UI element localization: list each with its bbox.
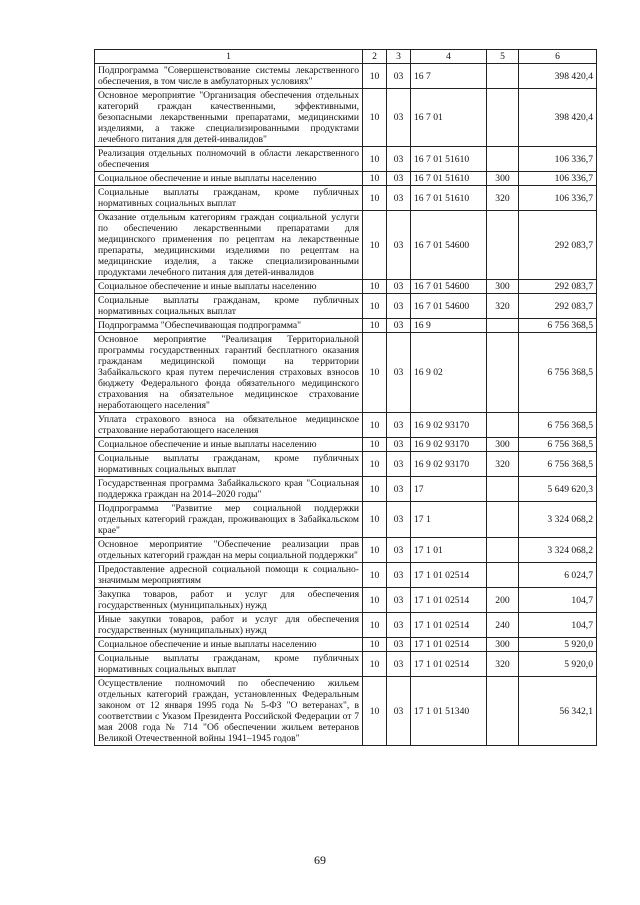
- amount-cell: 104,7: [519, 588, 597, 613]
- section-code-cell: 10: [363, 333, 387, 413]
- row-name-cell: Основное мероприятие "Обеспечение реализации прав отдельных категорий граждан на меры социальной поддержки": [95, 538, 363, 563]
- column-header: 6: [519, 50, 597, 64]
- section-code-cell: 10: [363, 438, 387, 452]
- expense-type-cell: 300: [487, 638, 519, 652]
- expense-type-cell: [487, 89, 519, 147]
- table-header-row: [95, 50, 597, 64]
- section-code-cell: 10: [363, 588, 387, 613]
- amount-cell: 6 756 368,5: [519, 319, 597, 333]
- amount-cell: 106 336,7: [519, 186, 597, 211]
- amount-cell: 5 920,0: [519, 652, 597, 677]
- subsection-code-cell: 03: [387, 452, 411, 477]
- subsection-code-cell: 03: [387, 413, 411, 438]
- subsection-code-cell: 03: [387, 319, 411, 333]
- table-row: [95, 333, 597, 413]
- section-code-cell: 10: [363, 652, 387, 677]
- amount-cell: 5 649 620,3: [519, 477, 597, 502]
- section-code-cell: 10: [363, 294, 387, 319]
- table-row: [95, 413, 597, 438]
- expense-type-cell: [487, 211, 519, 280]
- table-row: [95, 477, 597, 502]
- table-row: [95, 89, 597, 147]
- table-row: [95, 613, 597, 638]
- amount-cell: 5 920,0: [519, 638, 597, 652]
- table-row: [95, 186, 597, 211]
- target-article-cell: 16 7: [411, 64, 487, 89]
- row-name-cell: Уплата страхового взноса на обязательное медицинское страхование неработающего населения: [95, 413, 363, 438]
- section-code-cell: 10: [363, 563, 387, 588]
- section-code-cell: 10: [363, 211, 387, 280]
- section-code-cell: 10: [363, 677, 387, 746]
- target-article-cell: 16 7 01 51610: [411, 186, 487, 211]
- row-name-cell: Основное мероприятие "Реализация Территориальной программы государственных гарантий бесплатного оказания гражданам медицинской помощи на территории Забайкальского края путем перечисления страховых взносов бюджету Федерального фонда обязательного медицинского страхования на обязательное медицинское страхование неработающего населения": [95, 333, 363, 413]
- expense-type-cell: [487, 677, 519, 746]
- target-article-cell: 16 7 01 51610: [411, 172, 487, 186]
- budget-table: [94, 49, 597, 746]
- row-name-cell: Социальные выплаты гражданам, кроме публичных нормативных социальных выплат: [95, 294, 363, 319]
- amount-cell: 398 420,4: [519, 89, 597, 147]
- row-name-cell: Социальные выплаты гражданам, кроме публичных нормативных социальных выплат: [95, 452, 363, 477]
- row-name-cell: Предоставление адресной социальной помощи к социально-значимым мероприятиям: [95, 563, 363, 588]
- amount-cell: 292 083,7: [519, 294, 597, 319]
- table-row: [95, 211, 597, 280]
- row-name-cell: Осуществление полномочий по обеспечению жильем отдельных категорий граждан, установленных Федеральным законом от 12 января 1995 года № 5-ФЗ "О ветеранах", в соответствии с Указом Президента Российской Федерации от 7 мая 2008 года № 714 "Об обеспечении жильем ветеранов Великой Отечественной войны 1941–1945 годов": [95, 677, 363, 746]
- expense-type-cell: 300: [487, 172, 519, 186]
- table-row: [95, 502, 597, 538]
- subsection-code-cell: 03: [387, 677, 411, 746]
- expense-type-cell: [487, 64, 519, 89]
- row-name-cell: Социальные выплаты гражданам, кроме публичных нормативных социальных выплат: [95, 652, 363, 677]
- section-code-cell: 10: [363, 477, 387, 502]
- expense-type-cell: [487, 333, 519, 413]
- expense-type-cell: 240: [487, 613, 519, 638]
- row-name-cell: Социальное обеспечение и иные выплаты населению: [95, 438, 363, 452]
- expense-type-cell: [487, 319, 519, 333]
- expense-type-cell: 320: [487, 652, 519, 677]
- expense-type-cell: 320: [487, 186, 519, 211]
- target-article-cell: 16 9 02 93170: [411, 413, 487, 438]
- table-row: [95, 588, 597, 613]
- row-name-cell: Иные закупки товаров, работ и услуг для обеспечения государственных (муниципальных) нужд: [95, 613, 363, 638]
- target-article-cell: 17 1 01 51340: [411, 677, 487, 746]
- subsection-code-cell: 03: [387, 211, 411, 280]
- target-article-cell: 16 7 01: [411, 89, 487, 147]
- row-name-cell: Реализация отдельных полномочий в области лекарственного обеспечения: [95, 147, 363, 172]
- subsection-code-cell: 03: [387, 638, 411, 652]
- row-name-cell: Подпрограмма "Совершенствование системы лекарственного обеспечения, в том числе в амбулаторных условиях": [95, 64, 363, 89]
- table-row: [95, 280, 597, 294]
- amount-cell: 6 756 368,5: [519, 333, 597, 413]
- subsection-code-cell: 03: [387, 89, 411, 147]
- table-row: [95, 538, 597, 563]
- target-article-cell: 16 7 01 54600: [411, 294, 487, 319]
- amount-cell: 106 336,7: [519, 172, 597, 186]
- subsection-code-cell: 03: [387, 147, 411, 172]
- section-code-cell: 10: [363, 319, 387, 333]
- subsection-code-cell: 03: [387, 652, 411, 677]
- amount-cell: 104,7: [519, 613, 597, 638]
- expense-type-cell: 300: [487, 438, 519, 452]
- section-code-cell: 10: [363, 280, 387, 294]
- table-row: [95, 438, 597, 452]
- subsection-code-cell: 03: [387, 563, 411, 588]
- section-code-cell: 10: [363, 452, 387, 477]
- row-name-cell: Оказание отдельным категориям граждан социальной услуги по обеспечению лекарственными препаратами для медицинского применения по рецептам на лекарственные препараты, медицинскими изделиями по рецептам на медицинские изделия, а также специализированными продуктами лечебного питания для детей-инвалидов: [95, 211, 363, 280]
- subsection-code-cell: 03: [387, 502, 411, 538]
- column-header: 5: [487, 50, 519, 64]
- column-header: 3: [387, 50, 411, 64]
- amount-cell: 3 324 068,2: [519, 538, 597, 563]
- row-name-cell: Закупка товаров, работ и услуг для обеспечения государственных (муниципальных) нужд: [95, 588, 363, 613]
- target-article-cell: 16 7 01 54600: [411, 280, 487, 294]
- section-code-cell: 10: [363, 413, 387, 438]
- section-code-cell: 10: [363, 638, 387, 652]
- row-name-cell: Социальное обеспечение и иные выплаты населению: [95, 280, 363, 294]
- amount-cell: 6 756 368,5: [519, 438, 597, 452]
- row-name-cell: Социальное обеспечение и иные выплаты населению: [95, 638, 363, 652]
- expense-type-cell: [487, 147, 519, 172]
- row-name-cell: Подпрограмма "Обеспечивающая подпрограмма": [95, 319, 363, 333]
- section-code-cell: 10: [363, 172, 387, 186]
- subsection-code-cell: 03: [387, 588, 411, 613]
- row-name-cell: Государственная программа Забайкальского края "Социальная поддержка граждан на 2014–2020 годы": [95, 477, 363, 502]
- column-header: 2: [363, 50, 387, 64]
- expense-type-cell: [487, 563, 519, 588]
- page-number: 69: [314, 853, 326, 867]
- column-header: 4: [411, 50, 487, 64]
- row-name-cell: Социальное обеспечение и иные выплаты населению: [95, 172, 363, 186]
- table-row: [95, 64, 597, 89]
- expense-type-cell: [487, 477, 519, 502]
- section-code-cell: 10: [363, 538, 387, 563]
- amount-cell: 398 420,4: [519, 64, 597, 89]
- table-row: [95, 638, 597, 652]
- target-article-cell: 17 1 01 02514: [411, 638, 487, 652]
- target-article-cell: 17 1 01 02514: [411, 588, 487, 613]
- target-article-cell: 17 1 01 02514: [411, 652, 487, 677]
- target-article-cell: 17: [411, 477, 487, 502]
- section-code-cell: 10: [363, 502, 387, 538]
- section-code-cell: 10: [363, 64, 387, 89]
- subsection-code-cell: 03: [387, 294, 411, 319]
- row-name-cell: Социальные выплаты гражданам, кроме публичных нормативных социальных выплат: [95, 186, 363, 211]
- target-article-cell: 16 9 02: [411, 333, 487, 413]
- table-row: [95, 563, 597, 588]
- table-row: [95, 172, 597, 186]
- subsection-code-cell: 03: [387, 538, 411, 563]
- section-code-cell: 10: [363, 89, 387, 147]
- expense-type-cell: 320: [487, 452, 519, 477]
- target-article-cell: 17 1 01 02514: [411, 563, 487, 588]
- target-article-cell: 16 9 02 93170: [411, 438, 487, 452]
- target-article-cell: 17 1: [411, 502, 487, 538]
- amount-cell: 56 342,1: [519, 677, 597, 746]
- amount-cell: 3 324 068,2: [519, 502, 597, 538]
- column-header: 1: [95, 50, 363, 64]
- subsection-code-cell: 03: [387, 280, 411, 294]
- table-row: [95, 147, 597, 172]
- table-row: [95, 294, 597, 319]
- target-article-cell: 16 9: [411, 319, 487, 333]
- subsection-code-cell: 03: [387, 438, 411, 452]
- target-article-cell: 16 7 01 54600: [411, 211, 487, 280]
- target-article-cell: 17 1 01: [411, 538, 487, 563]
- amount-cell: 292 083,7: [519, 280, 597, 294]
- target-article-cell: 16 9 02 93170: [411, 452, 487, 477]
- row-name-cell: Подпрограмма "Развитие мер социальной поддержки отдельных категорий граждан, проживающих в Забайкальском крае": [95, 502, 363, 538]
- expense-type-cell: 200: [487, 588, 519, 613]
- amount-cell: 106 336,7: [519, 147, 597, 172]
- target-article-cell: 17 1 01 02514: [411, 613, 487, 638]
- amount-cell: 6 756 368,5: [519, 452, 597, 477]
- table-row: [95, 677, 597, 746]
- amount-cell: 6 756 368,5: [519, 413, 597, 438]
- table-row: [95, 319, 597, 333]
- section-code-cell: 10: [363, 186, 387, 211]
- target-article-cell: 16 7 01 51610: [411, 147, 487, 172]
- section-code-cell: 10: [363, 147, 387, 172]
- subsection-code-cell: 03: [387, 64, 411, 89]
- expense-type-cell: [487, 538, 519, 563]
- table-row: [95, 452, 597, 477]
- expense-type-cell: [487, 413, 519, 438]
- subsection-code-cell: 03: [387, 477, 411, 502]
- subsection-code-cell: 03: [387, 613, 411, 638]
- table-row: [95, 652, 597, 677]
- row-name-cell: Основное мероприятие "Организация обеспечения отдельных категорий граждан качественными, эффективными, безопасными лекарственными препаратами, медицинскими изделиями, а также специализированными продуктами лечебного питания для детей-инвалидов": [95, 89, 363, 147]
- expense-type-cell: 300: [487, 280, 519, 294]
- subsection-code-cell: 03: [387, 186, 411, 211]
- subsection-code-cell: 03: [387, 172, 411, 186]
- expense-type-cell: [487, 502, 519, 538]
- section-code-cell: 10: [363, 613, 387, 638]
- expense-type-cell: 320: [487, 294, 519, 319]
- amount-cell: 6 024,7: [519, 563, 597, 588]
- subsection-code-cell: 03: [387, 333, 411, 413]
- amount-cell: 292 083,7: [519, 211, 597, 280]
